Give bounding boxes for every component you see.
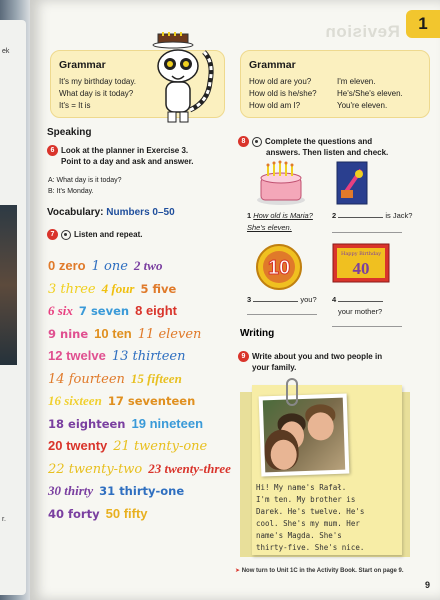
answer-1 [247, 222, 292, 233]
number-spelling: fifteen [147, 370, 182, 386]
number-word [148, 461, 231, 476]
question-number: 1 [247, 211, 252, 220]
lemur-with-cake-illustration [138, 32, 222, 126]
answer-line[interactable] [332, 232, 402, 233]
number-spelling: nineteen [149, 415, 204, 431]
number-word [108, 394, 195, 408]
number-spelling: ten [112, 325, 132, 341]
grammar-question: How old is he/she? [249, 89, 317, 98]
question-text: you? [300, 295, 317, 304]
badge-number-text: 10 [267, 257, 291, 279]
number-word [48, 393, 102, 408]
exercise-7-instruction [47, 229, 142, 240]
instruction-text: Point to a day and ask and answer. [61, 157, 194, 167]
number-spelling: eight [145, 303, 178, 318]
number-word [94, 326, 132, 341]
vocabulary-heading [47, 207, 175, 218]
number-word [141, 282, 177, 296]
question-number: 3 [247, 295, 252, 304]
number-spelling: eighteen [68, 416, 126, 431]
number-40-card-illustration [332, 243, 390, 283]
number-spelling: twenty-one [133, 439, 208, 454]
number-spelling: fifty [123, 505, 148, 521]
number-word [48, 303, 73, 318]
number-digit: 9 [48, 326, 57, 341]
card-label-text: Happy Birthday [340, 251, 382, 257]
number-word [48, 483, 93, 498]
number-spelling: nine [60, 326, 89, 341]
number-spelling: six [57, 303, 73, 318]
number-word [48, 282, 96, 297]
answer-blank[interactable] [338, 294, 383, 302]
numbers-list [48, 258, 253, 528]
paperclip-icon [286, 378, 298, 406]
number-digit: 19 [131, 415, 146, 431]
number-digit: 0 [48, 258, 56, 273]
question-text: How old is Maria? [253, 211, 313, 220]
textbook-page [30, 0, 440, 600]
number-row [48, 303, 253, 326]
activity-book-note [235, 567, 404, 574]
number-spelling: twelve [66, 348, 106, 363]
number-digit: 50 [105, 505, 121, 521]
number-digit: 30 [48, 483, 61, 498]
exercise-number-badge: 6 [47, 145, 58, 156]
number-row [48, 393, 253, 416]
number-word [48, 258, 86, 273]
card-number-text: 40 [352, 259, 370, 278]
number-10-badge-illustration [255, 243, 303, 291]
left-page-photo [0, 205, 17, 365]
number-digit: 5 [140, 281, 149, 296]
exercise-8-instruction [238, 136, 388, 158]
audio-cd-icon [61, 230, 71, 240]
number-word [48, 348, 106, 363]
instruction-text: Listen and repeat. [74, 230, 143, 239]
vocabulary-title: Vocabulary: [47, 207, 104, 218]
number-spelling: forty [68, 506, 100, 521]
dialog-line-a: A: What day is it today? [48, 177, 122, 184]
number-word [48, 507, 100, 521]
number-row [48, 371, 253, 394]
number-word [99, 484, 184, 498]
number-row [48, 416, 253, 439]
number-digit: 14 [48, 371, 65, 387]
number-spelling: seventeen [127, 394, 196, 408]
note-line: cool. She's my mum. Her [256, 519, 360, 528]
number-spelling: five [152, 281, 177, 296]
grammar-title: Grammar [249, 59, 296, 71]
number-row [48, 506, 253, 529]
footer-note-text: Now turn to Unit 1C in the Activity Book. Start on page 9. [241, 568, 404, 574]
instruction-text: Look at the planner in Exercise 3. [61, 146, 189, 155]
family-photo [259, 393, 350, 476]
number-spelling: two [143, 258, 163, 273]
arrow-icon: ➤ [235, 568, 241, 574]
number-spelling: three [60, 281, 96, 297]
page-number: 9 [424, 580, 430, 590]
number-word [112, 349, 186, 364]
grammar-line: It's my birthday today. [59, 77, 136, 86]
grammar-answer: I'm eleven. [337, 77, 376, 86]
note-line: thirty-five. She's nice. [256, 543, 365, 552]
birthday-card-illustration [335, 160, 369, 206]
number-word [131, 416, 203, 431]
question-3 [247, 294, 317, 305]
number-spelling: twenty-three [164, 460, 231, 476]
number-digit: 15 [130, 370, 144, 386]
dialog-line-b: B: It's Monday. [48, 188, 94, 195]
number-row [48, 438, 253, 461]
exercise-number-badge: 7 [47, 229, 58, 240]
number-row [48, 461, 253, 484]
answer-line[interactable] [247, 314, 317, 315]
number-word [48, 462, 142, 477]
number-digit: 13 [111, 349, 129, 364]
revision-show-through: Revision [325, 22, 400, 41]
grammar-box-how-old [240, 50, 430, 118]
number-spelling: fourteen [68, 371, 125, 387]
grammar-line: It's = It is [59, 101, 91, 110]
number-spelling: eleven [158, 326, 202, 342]
audio-cd-icon [252, 137, 262, 147]
number-digit: 20 [48, 438, 63, 453]
instruction-text: answers. Then listen and check. [266, 148, 389, 158]
number-digit: 3 [48, 281, 57, 297]
instruction-text: Complete the questions and [265, 137, 373, 146]
writing-heading: Writing [240, 328, 275, 339]
number-spelling: twenty [66, 438, 108, 453]
number-spelling: one [104, 259, 128, 274]
number-digit: 10 [94, 325, 109, 341]
grammar-answer: You're eleven. [337, 101, 388, 110]
grammar-question: How old are you? [249, 77, 312, 86]
number-word [79, 304, 129, 318]
number-digit: 17 [107, 394, 124, 408]
number-digit: 18 [48, 416, 65, 431]
number-word [106, 506, 148, 521]
answer-text: She's eleven. [247, 223, 292, 232]
number-digit: 40 [48, 506, 65, 521]
number-digit: 7 [78, 304, 87, 318]
answer-blank[interactable] [338, 210, 383, 218]
number-digit: 8 [135, 303, 143, 318]
vocabulary-subtitle: Numbers 0–50 [106, 207, 175, 218]
number-spelling: four [111, 280, 135, 296]
number-digit: 16 [48, 393, 61, 408]
number-spelling: thirty [64, 483, 94, 498]
number-row [48, 281, 253, 304]
number-digit: 31 [99, 484, 116, 498]
number-digit: 11 [137, 326, 155, 342]
number-word [138, 327, 202, 342]
number-digit: 21 [113, 439, 130, 454]
number-row [48, 258, 253, 281]
exercise-9-instruction [238, 351, 382, 373]
number-word [48, 438, 107, 453]
grammar-question: How old am I? [249, 101, 301, 110]
question-4 [332, 294, 383, 305]
number-word [92, 259, 128, 274]
note-line: name's Magda. She's [256, 531, 342, 540]
question-number: 4 [332, 295, 337, 304]
grammar-title: Grammar [59, 59, 106, 71]
question-1 [247, 210, 313, 221]
number-digit: 12 [48, 348, 63, 363]
grammar-line: What day is it today? [59, 89, 134, 98]
number-digit: 23 [148, 460, 162, 476]
left-page-text: ek [2, 48, 10, 55]
number-word [48, 372, 125, 387]
unit-number-badge: 1 [406, 10, 440, 38]
number-digit: 4 [101, 280, 109, 296]
number-row [48, 326, 253, 349]
speaking-dialog [48, 175, 122, 197]
number-spelling: sixteen [64, 393, 102, 408]
left-page-text: r. [2, 516, 6, 523]
number-digit: 1 [91, 259, 100, 274]
number-digit: 6 [48, 303, 55, 318]
number-spelling: twenty-two [68, 461, 143, 477]
note-line: Darek. He's twelve. He's [256, 507, 365, 516]
exercise-6-instruction [47, 145, 193, 167]
answer-line[interactable] [332, 326, 402, 327]
number-row [48, 483, 253, 506]
instruction-text: Write about you and two people in [252, 352, 383, 361]
note-line: Hi! My name's Rafał. [256, 483, 347, 492]
number-word [48, 417, 125, 431]
number-word [131, 371, 182, 386]
grammar-answer: He's/She's eleven. [337, 89, 403, 98]
exercise-number-badge: 8 [238, 136, 249, 147]
number-word [135, 303, 177, 318]
number-digit: 2 [133, 258, 141, 273]
note-text [256, 482, 406, 554]
answer-blank[interactable] [253, 294, 298, 302]
number-digit: 22 [48, 461, 65, 477]
note-line: I'm ten. My brother is [256, 495, 356, 504]
number-word [48, 327, 88, 341]
birthday-cake-illustration [255, 160, 307, 206]
question-4-text: your mother? [338, 307, 383, 316]
number-spelling: thirty-one [119, 484, 185, 498]
question-2 [332, 210, 412, 221]
number-word [102, 281, 135, 296]
number-spelling: seven [90, 304, 130, 318]
exercise-number-badge: 9 [238, 351, 249, 362]
number-word [113, 439, 207, 454]
number-spelling: thirteen [132, 349, 186, 364]
speaking-heading: Speaking [47, 127, 92, 138]
number-spelling: zero [58, 258, 86, 273]
instruction-text: your family. [252, 363, 297, 373]
number-word [134, 258, 163, 273]
question-number: 2 [332, 211, 337, 220]
number-row [48, 348, 253, 371]
question-text: is Jack? [385, 211, 413, 220]
